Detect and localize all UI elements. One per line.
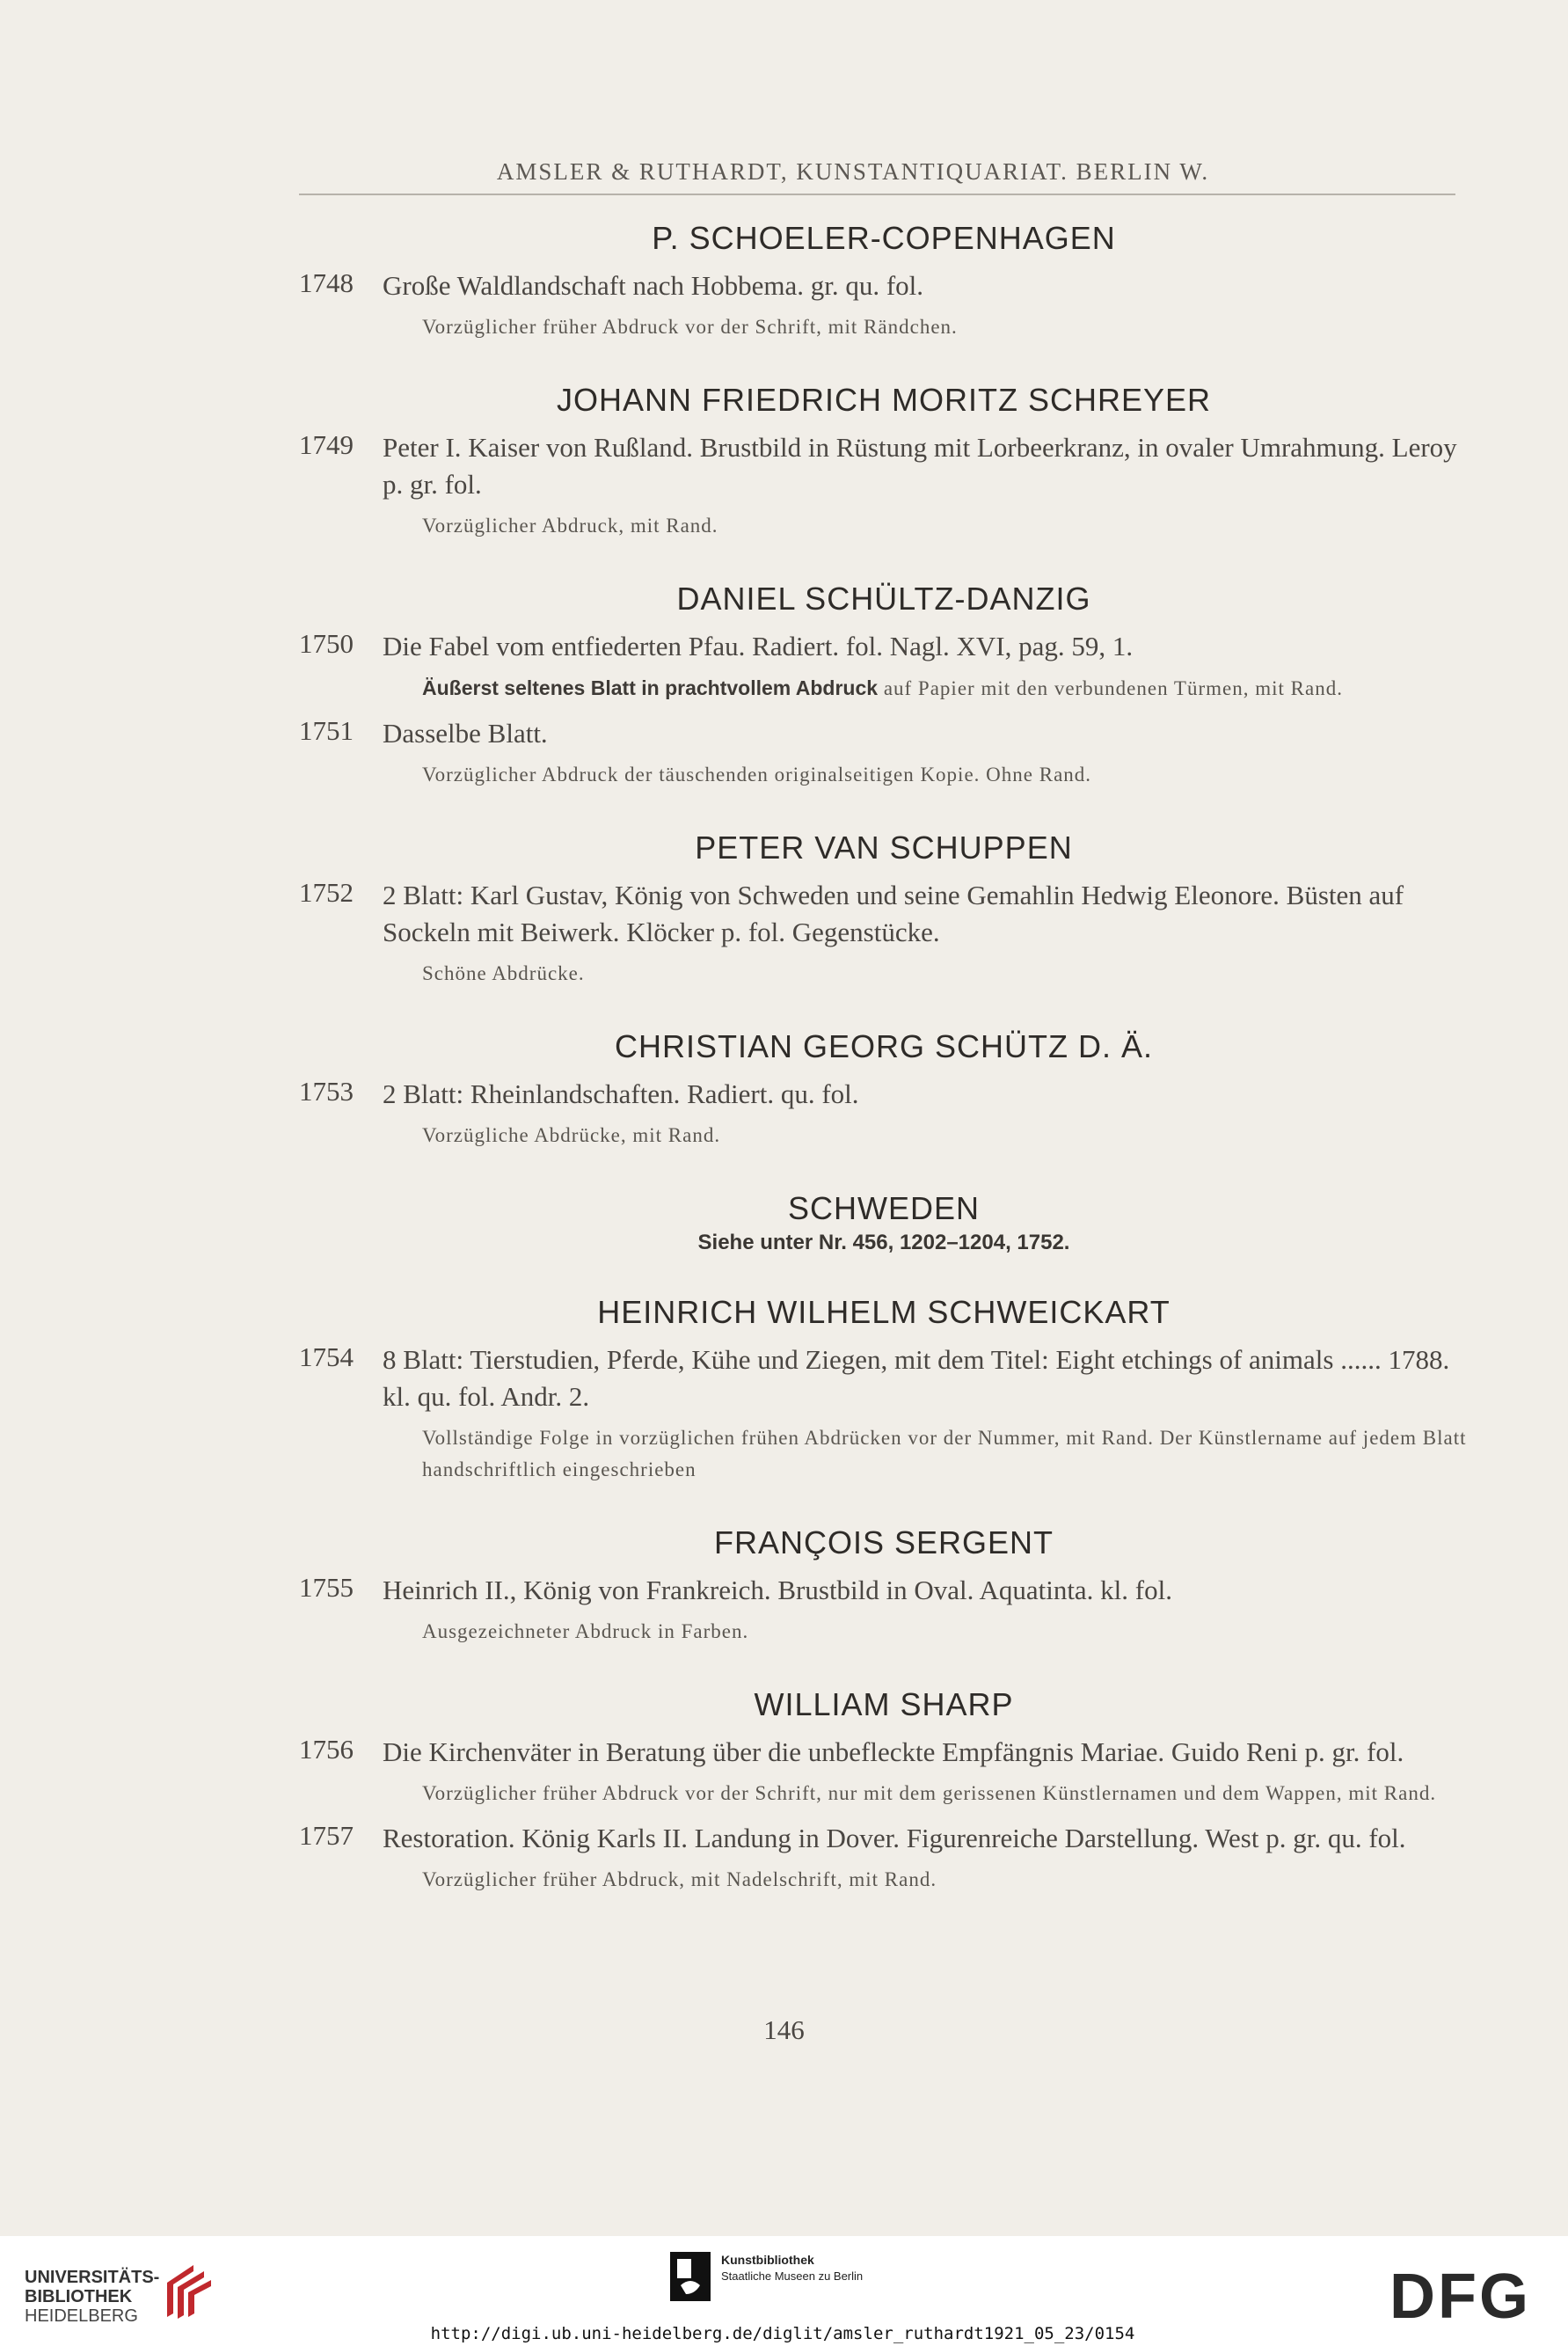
- dfg-logo: DFG: [1389, 2262, 1531, 2332]
- cross-reference: Siehe unter Nr. 456, 1202–1204, 1752.: [697, 1231, 1070, 1254]
- lot-number: 1748: [299, 267, 354, 298]
- page-number: 146: [763, 2014, 805, 2045]
- artist-section: [299, 1686, 1469, 1896]
- artist-heading: FRANÇOIS SERGENT: [713, 1524, 1054, 1560]
- entry-note: [383, 672, 1469, 705]
- artist-heading: PETER VAN SCHUPPEN: [695, 830, 1073, 866]
- entry-title: Die Fabel vom entfiederten Pfau. Radiert. fol. Nagl. XVI, pag. 59, 1.: [383, 631, 1134, 661]
- entry-title: 2 Blatt: Karl Gustav, König von Schweden und seine Gemahlin Hedwig Eleonore. Büsten auf Sockeln mit Beiwerk. Klöcker p. fol. Gegenstücke.: [383, 880, 1404, 947]
- artist-section: [299, 1028, 1469, 1151]
- entry-title: Dasselbe Blatt.: [383, 718, 548, 749]
- lot-number: 1753: [299, 1076, 354, 1107]
- artist-section: [299, 382, 1469, 542]
- entry-note: [383, 311, 1469, 343]
- artist-section: [299, 1294, 1469, 1486]
- catalog-entry: [299, 267, 1469, 343]
- entry-note: [383, 759, 1469, 791]
- entry-note-text: Vorzügliche Abdrücke, mit Rand.: [422, 1124, 721, 1146]
- lot-number: 1752: [299, 877, 354, 908]
- entry-title: Die Kirchenväter in Beratung über die unbefleckte Empfängnis Mariae. Guido Reni p. gr. fol.: [383, 1736, 1404, 1767]
- running-head: AMSLER & RUTHARDT, KUNSTANTIQUARIAT. BERLIN W.: [496, 158, 1210, 185]
- entry-note: [383, 1422, 1469, 1486]
- entry-note-text: Vorzüglicher früher Abdruck vor der Schrift, mit Rändchen.: [422, 316, 958, 338]
- entry-note: [383, 958, 1469, 990]
- kunstbibliothek-text: [721, 2252, 863, 2284]
- entry-note-text: Ausgezeichneter Abdruck in Farben.: [422, 1620, 749, 1642]
- catalog-entry: [299, 715, 1469, 791]
- lot-number: 1750: [299, 628, 354, 659]
- entry-title: 8 Blatt: Tierstudien, Pferde, Kühe und Ziegen, mit dem Titel: Eight etchings of animals ...... 1788. kl. qu. fol. Andr. 2.: [383, 1344, 1450, 1412]
- artist-heading: WILLIAM SHARP: [754, 1686, 1014, 1722]
- catalog-entry: [299, 1820, 1469, 1896]
- entry-note-emphasis: Äußerst seltenes Blatt in prachtvollem Abdruck: [422, 676, 879, 699]
- entry-title: Restoration. König Karls II. Landung in Dover. Figurenreiche Darstellung. West p. gr. qu. fol.: [383, 1823, 1406, 1853]
- artist-section: [299, 220, 1469, 343]
- kb-line-2: Staatliche Museen zu Berlin: [721, 2269, 864, 2283]
- entry-note-text: Vorzüglicher früher Abdruck, mit Nadelschrift, mit Rand.: [422, 1868, 937, 1890]
- lot-number: 1755: [299, 1572, 354, 1603]
- ub-logo-icon: [158, 2261, 220, 2322]
- artist-heading: SCHWEDEN: [787, 1190, 980, 1226]
- catalog-entry: [299, 1076, 1469, 1151]
- lot-number: 1756: [299, 1734, 354, 1765]
- artist-heading: HEINRICH WILHELM SCHWEICKART: [597, 1294, 1171, 1330]
- entry-title: Große Waldlandschaft nach Hobbema. gr. qu. fol.: [383, 270, 924, 301]
- ub-line-1: UNIVERSITÄTS-: [25, 2268, 160, 2287]
- artist-section: [299, 1190, 1469, 1255]
- entry-note-text: Vorzüglicher früher Abdruck vor der Schrift, nur mit dem gerissenen Künstlernamen und dem Wappen, mit Rand.: [422, 1782, 1437, 1804]
- catalog-entry: [299, 1572, 1469, 1648]
- artist-heading: CHRISTIAN GEORG SCHÜTZ D. Ä.: [614, 1028, 1154, 1064]
- entry-note-text: Vorzüglicher Abdruck, mit Rand.: [422, 515, 718, 537]
- entry-note-text: Vollständige Folge in vorzüglichen frühen Abdrücken vor der Nummer, mit Rand. Der Künstlername auf jedem Blatt handschriftlich eingeschrieben: [422, 1427, 1467, 1480]
- artist-section: [299, 1524, 1469, 1648]
- artist-heading: JOHANN FRIEDRICH MORITZ SCHREYER: [556, 382, 1212, 418]
- entry-note: [383, 1120, 1469, 1151]
- catalog-entry: [299, 628, 1469, 705]
- catalog-entry: [299, 877, 1469, 990]
- artist-heading: DANIEL SCHÜLTZ-DANZIG: [676, 581, 1091, 617]
- lot-number: 1751: [299, 715, 354, 746]
- entry-note: [383, 1864, 1469, 1896]
- ub-heidelberg-logo-text[interactable]: [25, 2268, 159, 2326]
- entry-title: Peter I. Kaiser von Rußland. Brustbild in Rüstung mit Lorbeerkranz, in ovaler Umrahmung. Leroy p. gr. fol.: [383, 432, 1457, 500]
- entry-note-text: Vorzüglicher Abdruck der täuschenden originalseitigen Kopie. Ohne Rand.: [422, 764, 1092, 786]
- ub-line-2: BIBLIOTHEK: [25, 2287, 133, 2306]
- entry-note: [383, 1778, 1469, 1809]
- kunstbibliothek-logo-icon: [668, 2250, 712, 2303]
- catalog-entry: [299, 429, 1469, 542]
- entry-note: [383, 1616, 1469, 1648]
- entry-note-text: auf Papier mit den verbundenen Türmen, mit Rand.: [883, 677, 1343, 699]
- header-rule: [299, 194, 1455, 195]
- catalog-entry: [299, 1734, 1469, 1809]
- artist-section: [299, 830, 1469, 990]
- footer-bar: [0, 2236, 1568, 2346]
- lot-number: 1749: [299, 429, 354, 460]
- source-url-link[interactable]: http://digi.ub.uni-heidelberg.de/diglit/amsler_ruthardt1921_05_23/0154: [430, 2324, 1135, 2343]
- kb-line-1: Kunstbibliothek: [721, 2253, 814, 2267]
- entry-title: 2 Blatt: Rheinlandschaften. Radiert. qu. fol.: [383, 1078, 859, 1109]
- artist-heading: P. SCHOELER-COPENHAGEN: [652, 220, 1116, 256]
- catalog-entry: [299, 1341, 1469, 1486]
- lot-number: 1757: [299, 1820, 354, 1851]
- lot-number: 1754: [299, 1341, 354, 1372]
- entry-note-text: Schöne Abdrücke.: [422, 962, 585, 984]
- artist-section: [299, 581, 1469, 791]
- ub-line-3: HEIDELBERG: [25, 2306, 138, 2326]
- catalog-content: [299, 220, 1469, 1934]
- entry-note: [383, 510, 1469, 542]
- entry-title: Heinrich II., König von Frankreich. Brustbild in Oval. Aquatinta. kl. fol.: [383, 1575, 1172, 1605]
